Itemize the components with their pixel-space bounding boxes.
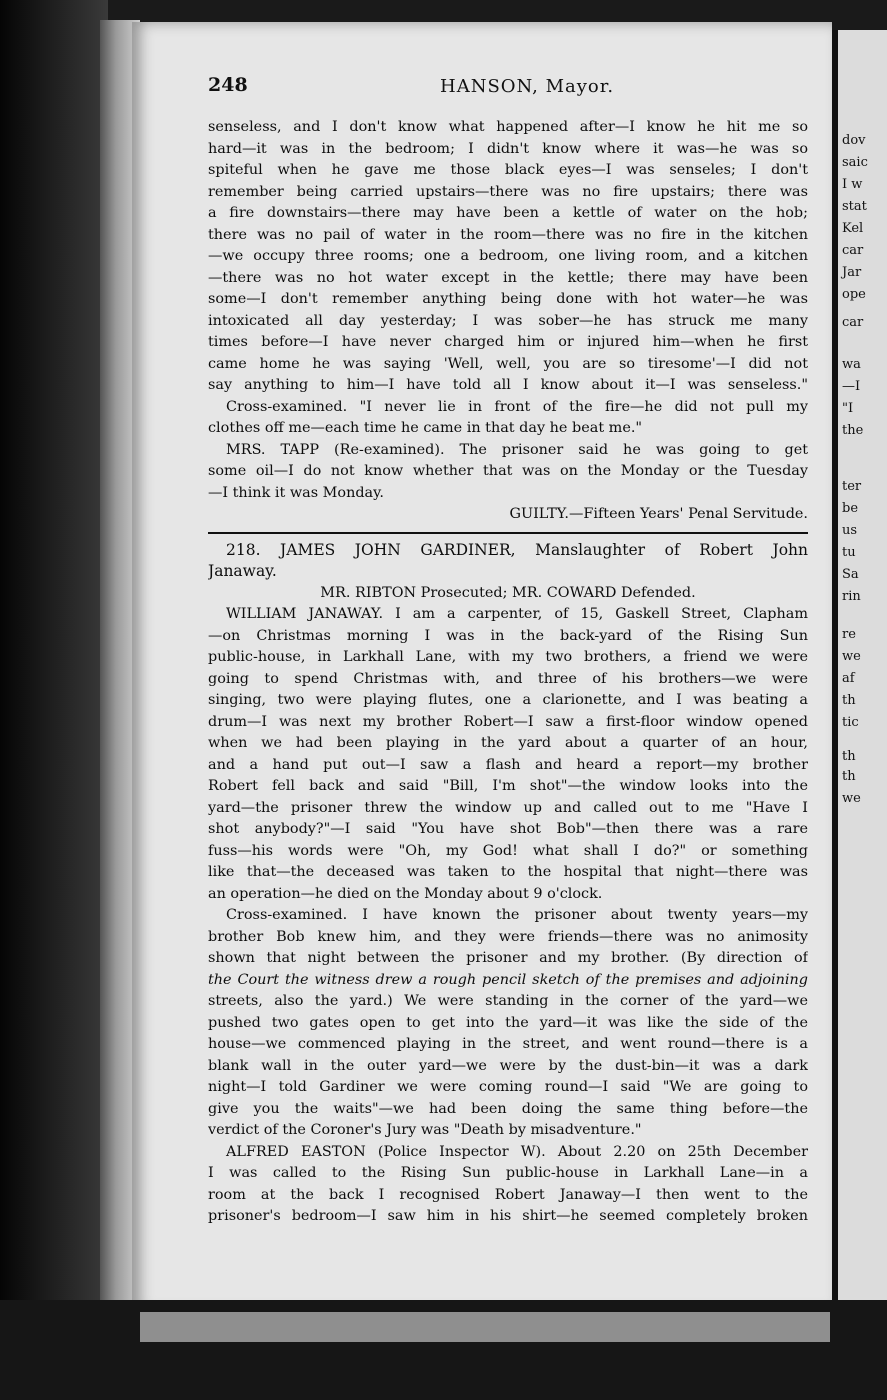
facing-page-fragment: "I <box>842 401 854 416</box>
text-line: hard—it was in the bedroom; I didn't know where it was—he was so <box>208 140 808 157</box>
facing-page-fragment: Sa <box>842 567 859 582</box>
facing-page-fragment: dov <box>842 133 866 148</box>
text-line: I was called to the Rising Sun public-house in Larkhall Lane—in a <box>208 1165 808 1181</box>
text-line: Cross-examined. "I never lie in front of the fire—he did not pull my <box>226 398 808 415</box>
text-line: times before—I have never charged him or injured him—when he first <box>208 334 808 350</box>
text-line: shown that night between the prisoner and my brother. (By direction of <box>208 950 808 966</box>
text-line: blank wall in the outer yard—we were by the dust-bin—it was a dark <box>208 1057 808 1074</box>
text-line: room at the back I recognised Robert Janaway—I then went to the <box>208 1186 808 1203</box>
text-line: singing, two were playing flutes, one a clarionette, and I was beating a <box>208 692 808 708</box>
facing-page-fragment: be <box>842 501 859 516</box>
text-line: ALFRED EASTON (Police Inspector W). About 2.20 on 25th December <box>226 1143 808 1160</box>
page-body <box>208 117 808 1228</box>
text-line: brother Bob knew him, and they were friends—there was no animosity <box>208 928 808 945</box>
page-header <box>208 70 808 100</box>
facing-page-fragment: rin <box>842 589 861 604</box>
facing-page-edge <box>832 30 887 1320</box>
text-line: WILLIAM JANAWAY. I am a carpenter, of 15, Gaskell Street, Clapham <box>226 606 808 622</box>
text-line: remember being carried upstairs—there was no fire upstairs; there was <box>208 183 808 200</box>
text-line: Robert fell back and said "Bill, I'm shot"—the window looks into the <box>208 778 808 794</box>
facing-page-fragment: wa <box>842 357 861 372</box>
facing-page-fragment: —I <box>842 379 861 394</box>
text-line: a fire downstairs—there may have been a kettle of water on the hob; <box>208 205 808 221</box>
text-line: —there was no hot water except in the kettle; there may have been <box>208 269 808 286</box>
text-line: drum—I was next my brother Robert—I saw a first-floor window opened <box>208 713 808 730</box>
facing-page-fragment: re <box>842 627 856 642</box>
text-line: senseless, and I don't know what happened after—I know he hit me so <box>208 119 808 135</box>
facing-page-fragment: tu <box>842 545 856 560</box>
text-line: night—I told Gardiner we were coming round—I said "We are going to <box>208 1079 808 1095</box>
text-line: prisoner's bedroom—I saw him in his shirt—he seemed completely broken <box>208 1208 808 1224</box>
facing-page-fragment: stat <box>842 199 867 214</box>
text-line: and a hand put out—I saw a flash and heard a report—my brother <box>208 756 808 773</box>
text-line: house—we commenced playing in the street, and went round—there is a <box>208 1036 808 1052</box>
facing-page-fragment: we <box>842 791 861 806</box>
page-number: 248 <box>208 74 248 96</box>
facing-page-fragment: ope <box>842 287 866 302</box>
text-line: the Court the witness drew a rough pencil sketch of the premises and adjoining <box>208 971 808 988</box>
facing-page-fragment: Kel <box>842 221 864 236</box>
facing-page-fragment: the <box>842 423 864 438</box>
facing-page-fragment: saic <box>842 155 868 170</box>
facing-page-fragment: th <box>842 769 856 784</box>
text-line: verdict of the Coroner's Jury was "Death by misadventure." <box>208 1122 642 1138</box>
facing-page-fragment: we <box>842 649 861 664</box>
text-line: MRS. TAPP (Re-examined). The prisoner said he was going to get <box>226 441 808 458</box>
facing-page-fragment: ter <box>842 479 862 494</box>
text-line: came home he was saying 'Well, well, you are so tiresome'—I did not <box>208 355 808 372</box>
text-line: Cross-examined. I have known the prisoner about twenty years—my <box>226 907 808 923</box>
text-line: —we occupy three rooms; one a bedroom, one living room, and a kitchen <box>208 248 808 264</box>
facing-page-fragment: car <box>842 243 864 258</box>
text-line: yard—the prisoner threw the window up and called out to me "Have I <box>208 799 808 816</box>
text-line: public-house, in Larkhall Lane, with my two brothers, a friend we were <box>208 649 808 665</box>
case-heading-cont: Janaway. <box>208 562 277 580</box>
scan-left-border <box>0 0 108 1400</box>
text-line: like that—the deceased was taken to the hospital that night—there was <box>208 864 808 880</box>
text-line: —I think it was Monday. <box>208 484 384 501</box>
counsel-line: MR. RIBTON Prosecuted; MR. COWARD Defended. <box>320 584 696 601</box>
text-line: there was no pail of water in the room—there was no fire in the kitchen <box>208 226 808 243</box>
text-line: intoxicated all day yesterday; I was sober—he has struck me many <box>208 312 808 329</box>
text-line: going to spend Christmas with, and three of his brothers—we were <box>208 670 808 687</box>
facing-page-fragment: tic <box>842 715 859 730</box>
running-title: HANSON, Mayor. <box>440 76 615 97</box>
text-line: spiteful when he gave me those black eyes—I was senseles; I don't <box>208 162 808 178</box>
text-line: —on Christmas morning I was in the back-yard of the Rising Sun <box>208 627 808 644</box>
text-line: when we had been playing in the yard about a quarter of an hour, <box>208 735 808 751</box>
facing-page-fragment: Jar <box>842 265 862 280</box>
facing-page-fragment: th <box>842 693 856 708</box>
text-line: some oil—I do not know whether that was on the Monday or the Tuesday <box>208 463 808 479</box>
text-line: shot anybody?"—I said "You have shot Bob"—then there was a rare <box>208 821 808 837</box>
section-rule <box>208 532 808 534</box>
facing-page-fragment: car <box>842 315 864 330</box>
verdict: GUILTY.—Fifteen Years' Penal Servitude. <box>509 506 808 522</box>
text-line: give you the waits"—we had been doing the same thing before—the <box>208 1100 808 1117</box>
facing-page-fragment: us <box>842 523 858 538</box>
facing-page-fragment: af <box>842 671 855 686</box>
text-line: streets, also the yard.) We were standing in the corner of the yard—we <box>208 993 808 1009</box>
text-line: fuss—his words were "Oh, my God! what shall I do?" or something <box>208 842 808 859</box>
facing-page-fragment: th <box>842 749 856 764</box>
text-line: clothes off me—each time he came in that day he beat me." <box>208 420 643 436</box>
text-line: some—I don't remember anything being done with hot water—he was <box>208 291 808 307</box>
case-heading: 218. JAMES JOHN GARDINER, Manslaughter of Robert John <box>226 540 808 559</box>
text-line: pushed two gates open to get into the yard—it was like the side of the <box>208 1014 808 1031</box>
text-line: an operation—he died on the Monday about 9 o'clock. <box>208 885 603 902</box>
text-line: say anything to him—I have told all I know about it—I was senseless." <box>208 377 808 393</box>
facing-page-fragment: I w <box>842 177 863 192</box>
page-bottom-edge <box>140 1312 830 1342</box>
